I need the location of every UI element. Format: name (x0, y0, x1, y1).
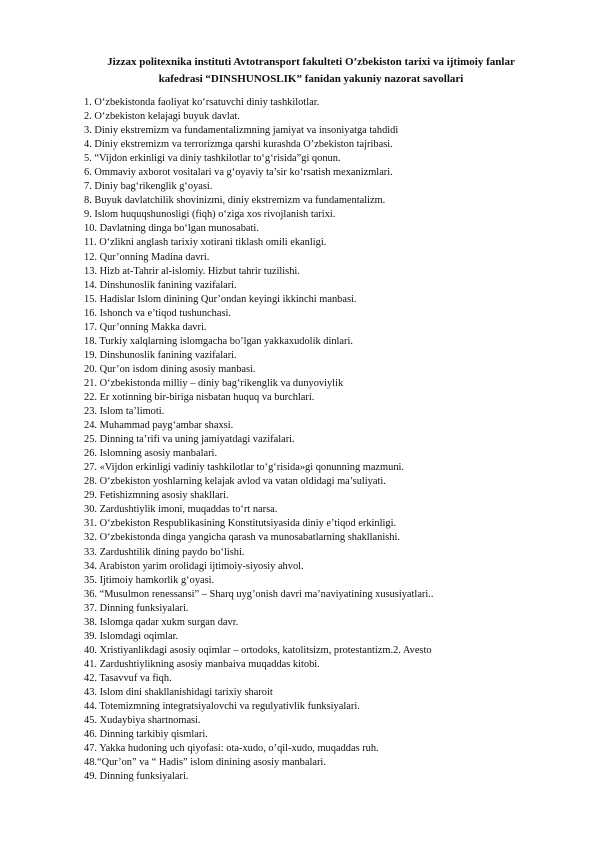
question-item: 5. “Vijdon erkinligi va diniy tashkilotlar to‘g‘risida”gi qonun. (84, 153, 341, 165)
question-item: 46. Dinning tarkibiy qismlari. (84, 729, 208, 741)
question-item: 30. Zardushtiylik imoni, muqaddas to‘rt narsa. (84, 504, 278, 516)
question-item: 16. Ishonch va e’tiqod tushunchasi. (84, 307, 231, 319)
question-item: 48.“Qur’on” va “ Hadis” islom dinining asosiy manbalari. (84, 757, 326, 769)
question-item: 37. Dinning funksiyalari. (84, 602, 189, 614)
question-item: 19. Dinshunoslik fanining vazifalari. (84, 349, 237, 361)
question-item: 49. Dinning funksiyalari. (84, 771, 189, 783)
question-item: 6. Ommaviy axborot vositalari va g‘oyaviy ta’sir ko‘rsatish mexanizmlari. (84, 167, 393, 179)
question-item: 8. Buyuk davlatchilik shovinizmi, diniy ekstremizm va fundamentalizm. (84, 195, 386, 207)
question-item: 41. Zardushtiylikning asosiy manbaiva muqaddas kitobi. (84, 658, 320, 670)
question-item: 26. Islomning asosiy manbalari. (84, 448, 218, 460)
question-item: 2. O‘zbekiston kelajagi buyuk davlat. (84, 111, 240, 123)
question-item: 39. Islomdagi oqimlar. (84, 630, 179, 642)
question-item: 47. Yakka hudoning uch qiyofasi: ota-xudo, o’qil-xudo, muqaddas ruh. (84, 743, 379, 755)
question-item: 3. Diniy ekstremizm va fundamentalizmning jamiyat va insoniyatga tahdidi (84, 125, 399, 137)
question-item: 11. O‘zlikni anglash tarixiy xotirani tiklash omili ekanligi. (84, 237, 327, 249)
question-item: 45. Xudaybiya shartnomasi. (84, 715, 201, 727)
question-item: 4. Diniy ekstremizm va terrorizmga qarshi kurashda O’zbekiston tajribasi. (84, 139, 393, 151)
question-item: 35. Ijtimoiy hamkorlik g‘oyasi. (84, 574, 215, 586)
question-item: 33. Zardushtilik dining paydo bo‘lishi. (84, 546, 245, 558)
question-item: 12. Qur’onning Madina davri. (84, 251, 210, 263)
question-item: 1. O‘zbekistonda faoliyat ko‘rsatuvchi diniy tashkilotlar. (84, 97, 320, 108)
question-item: 21. O‘zbekistonda milliy – diniy bag‘rikenglik va dunyoviylik (84, 377, 344, 389)
question-item: 20. Qur’on isdom dining asosiy manbasi. (84, 363, 256, 375)
question-item: 13. Hizb at-Tahrir al-islomiy. Hizbut tahrir tuzilishi. (84, 265, 300, 277)
page-title (72, 54, 550, 88)
question-item: 24. Muhammad payg‘ambar shaxsi. (84, 420, 234, 432)
question-item: 27. «Vijdon erkinligi vadiniy tashkilotlar to‘g‘risida»gi qonunning mazmuni. (84, 462, 404, 474)
question-item: 38. Islomga qadar xukm surgan davr. (84, 616, 239, 628)
question-item: 15. Hadislar Islom dinining Qur’ondan keyingi ikkinchi manbasi. (84, 293, 357, 305)
question-item: 17. Qur’onning Makka davri. (84, 321, 207, 333)
question-list (84, 96, 564, 784)
question-item: 40. Xristiyanlikdagi asosiy oqimlar – ortodoks, katolitsizm, protestantizm.2. Avesto (84, 644, 432, 656)
question-item: 23. Islom ta’limoti. (84, 406, 165, 418)
question-item: 31. O‘zbekiston Respublikasining Konstitutsiyasida diniy e’tiqod erkinligi. (84, 518, 397, 530)
question-item: 32. O‘zbekistonda dinga yangicha qarash va munosabatlarning shakllanishi. (84, 532, 400, 544)
question-item: 18. Turkiy xalqlarning islomgacha bo’lgan yakkaxudolik dinlari. (84, 335, 353, 347)
question-item: 44. Totemizmning integratsiyalovchi va regulyativlik funksiyalari. (84, 701, 360, 713)
question-item: 29. Fetishizmning asosiy shakllari. (84, 490, 229, 502)
question-item: 9. Islom huquqshunosligi (fiqh) o‘ziga xos rivojlanish tarixi. (84, 209, 336, 221)
question-item: 42. Tasavvuf va fiqh. (84, 672, 172, 684)
question-item: 34. Arabiston yarim orolidagi ijtimoiy-siyosiy ahvol. (84, 560, 304, 572)
question-item: 36. “Musulmon renessansi” – Sharq uyg’onish davri ma’naviyatining xususiyatlari.. (84, 588, 434, 600)
title-line-1: Jizzax politexnika instituti Avtotransport fakulteti O’zbekiston tarixi va ijtimoiy fanlar (107, 56, 515, 68)
question-item: 28. O‘zbekiston yoshlarning kelajak avlod va vatan oldidagi ma’suliyati. (84, 476, 386, 488)
title-line-2: kafedrasi “DINSHUNOSLIK” fanidan yakuniy nazorat savollari (158, 73, 464, 85)
question-item: 10. Davlatning dinga bo‘lgan munosabati. (84, 223, 259, 235)
question-item: 43. Islom dini shakllanishidagi tarixiy sharoit (84, 686, 273, 698)
question-item: 22. Er xotinning bir-biriga nisbatan huquq va burchlari. (84, 391, 315, 403)
question-item: 7. Diniy bag‘rikenglik g‘oyasi. (84, 181, 213, 193)
question-item: 25. Dinning ta’rifi va uning jamiyatdagi vazifalari. (84, 434, 295, 446)
question-item: 14. Dinshunoslik fanining vazifalari. (84, 279, 237, 291)
